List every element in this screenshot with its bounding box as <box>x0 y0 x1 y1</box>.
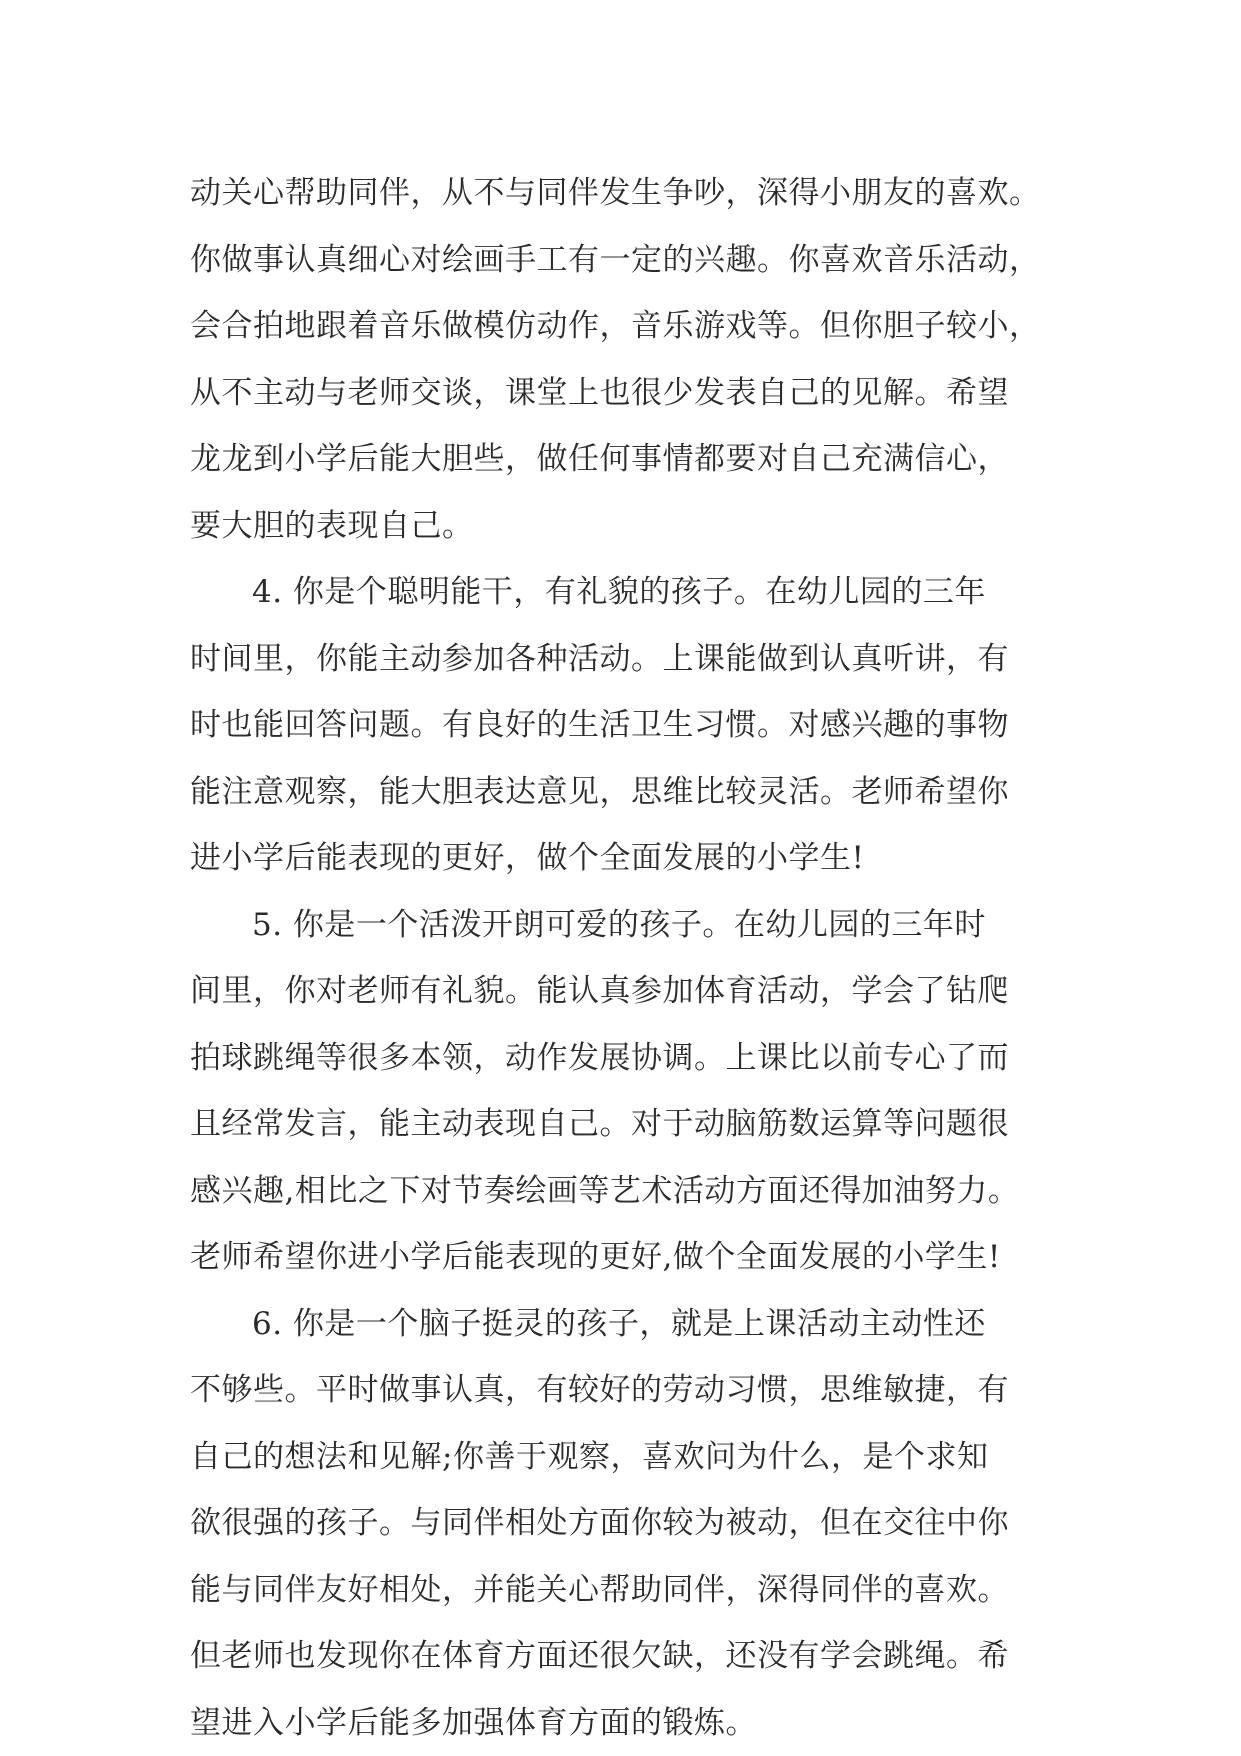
text-line: 从不主动与老师交谈，课堂上也很少发表自己的见解。希望 <box>190 360 1080 427</box>
text-line: 时间里，你能主动参加各种活动。上课能做到认真听讲，有 <box>190 626 1080 693</box>
paragraph-start-line: 6. 你是一个脑子挺灵的孩子，就是上课活动主动性还 <box>190 1291 1080 1358</box>
text-line: 能与同伴友好相处，并能关心帮助同伴，深得同伴的喜欢。 <box>190 1557 1080 1624</box>
text-line: 会合拍地跟着音乐做模仿动作，音乐游戏等。但你胆子较小， <box>190 293 1080 360</box>
text-line: 老师希望你进小学后能表现的更好,做个全面发展的小学生! <box>190 1224 1080 1291</box>
text-line: 能注意观察，能大胆表达意见，思维比较灵活。老师希望你 <box>190 759 1080 826</box>
text-line: 时也能回答问题。有良好的生活卫生习惯。对感兴趣的事物 <box>190 692 1080 759</box>
text-line: 动关心帮助同伴，从不与同伴发生争吵，深得小朋友的喜欢。 <box>190 160 1080 227</box>
text-line: 不够些。平时做事认真，有较好的劳动习惯，思维敏捷，有 <box>190 1357 1080 1424</box>
text-line: 要大胆的表现自己。 <box>190 493 1080 560</box>
text-line: 感兴趣,相比之下对节奏绘画等艺术活动方面还得加油努力。 <box>190 1158 1080 1225</box>
paragraph-start-line: 4. 你是个聪明能干，有礼貌的孩子。在幼儿园的三年 <box>190 559 1080 626</box>
text-line: 你做事认真细心对绘画手工有一定的兴趣。你喜欢音乐活动， <box>190 227 1080 294</box>
text-line: 拍球跳绳等很多本领，动作发展协调。上课比以前专心了而 <box>190 1025 1080 1092</box>
text-line: 自己的想法和见解;你善于观察，喜欢问为什么，是个求知 <box>190 1424 1080 1491</box>
text-line: 欲很强的孩子。与同伴相处方面你较为被动，但在交往中你 <box>190 1490 1080 1557</box>
text-line: 间里，你对老师有礼貌。能认真参加体育活动，学会了钻爬 <box>190 958 1080 1025</box>
text-line: 望进入小学后能多加强体育方面的锻炼。 <box>190 1690 1080 1756</box>
text-line: 且经常发言，能主动表现自己。对于动脑筋数运算等问题很 <box>190 1091 1080 1158</box>
text-line: 但老师也发现你在体育方面还很欠缺，还没有学会跳绳。希 <box>190 1623 1080 1690</box>
text-line: 龙龙到小学后能大胆些，做任何事情都要对自己充满信心， <box>190 426 1080 493</box>
text-line: 进小学后能表现的更好，做个全面发展的小学生! <box>190 825 1080 892</box>
paragraph-start-line: 5. 你是一个活泼开朗可爱的孩子。在幼儿园的三年时 <box>190 892 1080 959</box>
document-body <box>190 160 1080 1756</box>
